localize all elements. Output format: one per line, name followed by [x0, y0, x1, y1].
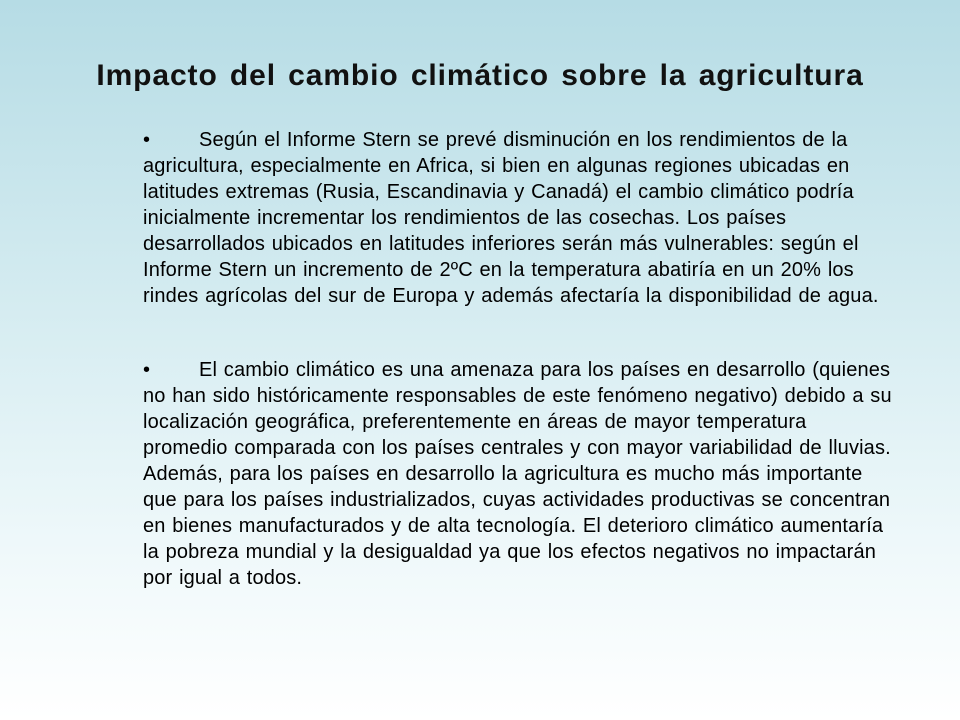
paragraph-line: que para los países industrializados, cuyas actividades productivas se concentran	[143, 489, 891, 511]
paragraph-line-text: Según el Informe Stern se prevé disminución en los rendimientos de la	[199, 129, 848, 151]
paragraph-line: latitudes extremas (Rusia, Escandinavia y Canadá) el cambio climático podría	[143, 181, 854, 203]
paragraph-line: localización geográfica, preferentemente en áreas de mayor temperatura	[143, 411, 807, 433]
paragraph-line: rindes agrícolas del sur de Europa y además afectaría la disponibilidad de agua.	[143, 285, 879, 307]
paragraph-line: por igual a todos.	[143, 567, 303, 589]
paragraph-line: en bienes manufacturados y de alta tecnología. El deterioro climático aumentaría	[143, 515, 884, 537]
paragraph-line: Informe Stern un incremento de 2ºC en la temperatura abatiría en un 20% los	[143, 259, 854, 281]
paragraph-line: no han sido históricamente responsables de este fenómeno negativo) debido a su	[143, 385, 892, 407]
paragraph-line: desarrollados ubicados en latitudes inferiores serán más vulnerables: según el	[143, 233, 859, 255]
paragraph-line: inicialmente incrementar los rendimientos de las cosechas. Los países	[143, 207, 787, 229]
paragraph-line: promedio comparada con los países centrales y con mayor variabilidad de lluvias.	[143, 437, 891, 459]
paragraph-line	[143, 357, 943, 383]
bullet-marker: •	[143, 359, 151, 381]
bullet-paragraph-2	[143, 357, 943, 591]
paragraph-line: Además, para los países en desarrollo la agricultura es mucho más importante	[143, 463, 863, 485]
paragraph-line: la pobreza mundial y la desigualdad ya que los efectos negativos no impactarán	[143, 541, 877, 563]
paragraph-line	[143, 127, 943, 153]
paragraph-line: agricultura, especialmente en Africa, si bien en algunas regiones ubicadas en	[143, 155, 850, 177]
slide-title: Impacto del cambio climático sobre la agricultura	[96, 59, 864, 92]
paragraph-line-text: El cambio climático es una amenaza para los países en desarrollo (quienes	[199, 359, 891, 381]
bullet-marker: •	[143, 129, 151, 151]
bullet-paragraph-1	[143, 127, 943, 309]
